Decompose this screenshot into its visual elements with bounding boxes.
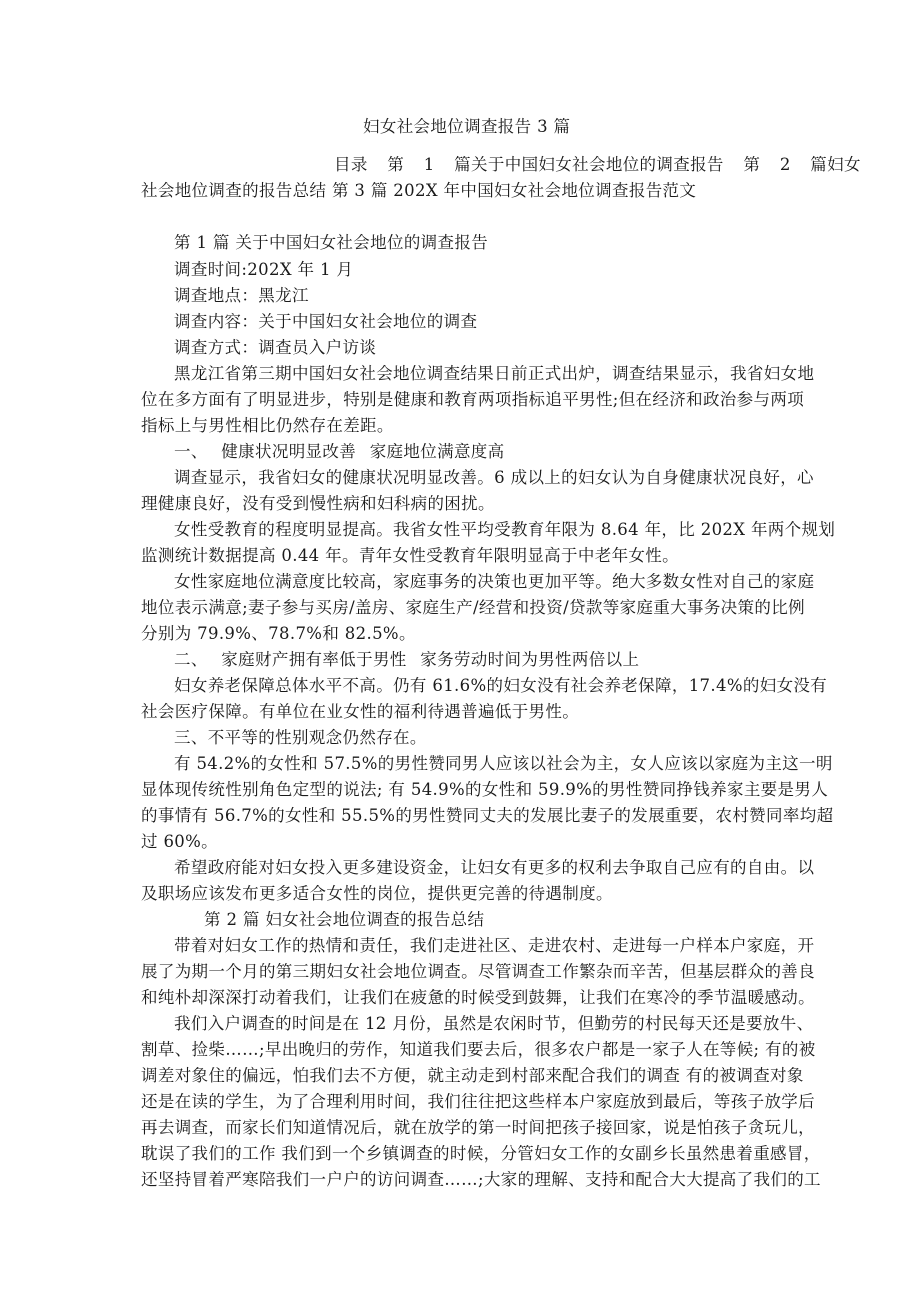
paragraph-line: 的事情有 56.7%的女性和 55.5%的男性赞同丈夫的发展比妻子的发展重要，农村赞同率均超 [141,806,834,825]
section-heading: 第 1 篇 关于中国妇女社会地位的调查报告 [174,233,489,252]
subsection-heading: 三、不平等的性别观念仍然存在。 [174,728,427,747]
paragraph-line: 带着对妇女工作的热情和责任，我们走进社区、走进农村、走进每一户样本户家庭，开 [174,936,815,955]
survey-location: 调查地点：黑龙江 [174,286,309,305]
paragraph-line: 调查显示，我省妇女的健康状况明显改善。6 成以上的妇女认为自身健康状况良好，心 [174,468,814,487]
paragraph-line: 女性受教育的程度明显提高。我省女性平均受教育年限为 8.64 年，比 202X 年两个规划 [174,520,836,539]
paragraph-line: 我们入户调查的时间是在 12 月份，虽然是农闲时节，但勤劳的村民每天还是要放牛、 [174,1014,814,1033]
survey-method: 调查方式：调查员入户访谈 [174,338,377,357]
paragraph-line: 监测统计数据提高 0.44 年。青年女性受教育年限明显高于中老年女性。 [141,546,679,565]
paragraph-line: 过 60%。 [141,832,219,851]
paragraph-line: 理健康良好，没有受到慢性病和妇科病的困扰。 [141,494,495,513]
paragraph-line: 割草、捡柴……;早出晚归的劳作，知道我们要去后，很多农户都是一家子人在等候; 有的被 [141,1040,816,1059]
survey-time: 调查时间:202X 年 1 月 [174,260,354,279]
paragraph-line: 妇女养老保障总体水平不高。仍有 61.6%的妇女没有社会养老保障，17.4%的妇女没有 [174,676,828,695]
toc-line: 社会地位调查的报告总结 第 3 篇 202X 年中国妇女社会地位调查报告范文 [141,181,697,200]
paragraph-line: 还是在读的学生，为了合理利用时间，我们往往把这些样本户家庭放到最后，等孩子放学后 [141,1092,815,1111]
paragraph-line: 黑龙江省第三期中国妇女社会地位调查结果日前正式出炉，调查结果显示，我省妇女地 [174,364,815,383]
paragraph-line: 及职场应该发布更多适合女性的岗位，提供更完善的待遇制度。 [141,884,613,903]
paragraph-line: 指标上与男性相比仍然存在差距。 [141,416,394,435]
paragraph-line: 女性家庭地位满意度比较高，家庭事务的决策也更加平等。绝大多数女性对自己的家庭 [174,572,815,591]
paragraph-line: 有 54.2%的女性和 57.5%的男性赞同男人应该以社会为主，女人应该以家庭为主这一明 [174,754,833,773]
paragraph-line: 社会医疗保障。有单位在业女性的福利待遇普遍低于男性。 [141,702,580,721]
paragraph-line: 位在多方面有了明显进步，特别是健康和教育两项指标追平男性;但在经济和政治参与两项 [141,390,805,409]
toc-line: 目录 第 1 篇关于中国妇女社会地位的调查报告 第 2 篇妇女 [334,155,861,174]
paragraph-line: 耽误了我们的工作 我们到一个乡镇调查的时候，分管妇女工作的女副乡长虽然患着重感冒， [141,1144,821,1163]
paragraph-line: 调差对象住的偏远，怕我们去不方便，就主动走到村部来配合我们的调查 有的被调查对象 [141,1066,804,1085]
paragraph-line: 再去调查，而家长们知道情况后，就在放学的第一时间把孩子接回家，说是怕孩子贪玩儿， [141,1118,815,1137]
paragraph-line: 希望政府能对妇女投入更多建设资金，让妇女有更多的权利去争取自己应有的自由。以 [174,858,815,877]
paragraph-line: 还坚持冒着严寒陪我们一户户的访问调查……;大家的理解、支持和配合大大提高了我们的工 [141,1170,821,1189]
document-title: 妇女社会地位调查报告 3 篇 [363,117,571,136]
section-heading: 第 2 篇 妇女社会地位调查的报告总结 [204,910,485,929]
paragraph-line: 分别为 79.9%、78.7%和 82.5%。 [141,624,416,643]
subsection-heading: 二、 家庭财产拥有率低于男性 家务劳动时间为男性两倍以上 [174,650,640,669]
survey-content: 调查内容：关于中国妇女社会地位的调查 [174,312,478,331]
paragraph-line: 显体现传统性别角色定型的说法; 有 54.9%的女性和 59.9%的男性赞同挣钱养家主要是男人 [141,780,829,799]
paragraph-line: 地位表示满意;妻子参与买房/盖房、家庭生产/经营和投资/贷款等家庭重大事务决策的比例 [141,598,805,617]
paragraph-line: 展了为期一个月的第三期妇女社会地位调查。尽管调查工作繁杂而辛苦，但基层群众的善良 [141,962,815,981]
subsection-heading: 一、 健康状况明显改善 家庭地位满意度高 [174,442,505,461]
paragraph-line: 和纯朴却深深打动着我们，让我们在疲惫的时候受到鼓舞，让我们在寒冷的季节温暖感动。 [141,988,815,1007]
